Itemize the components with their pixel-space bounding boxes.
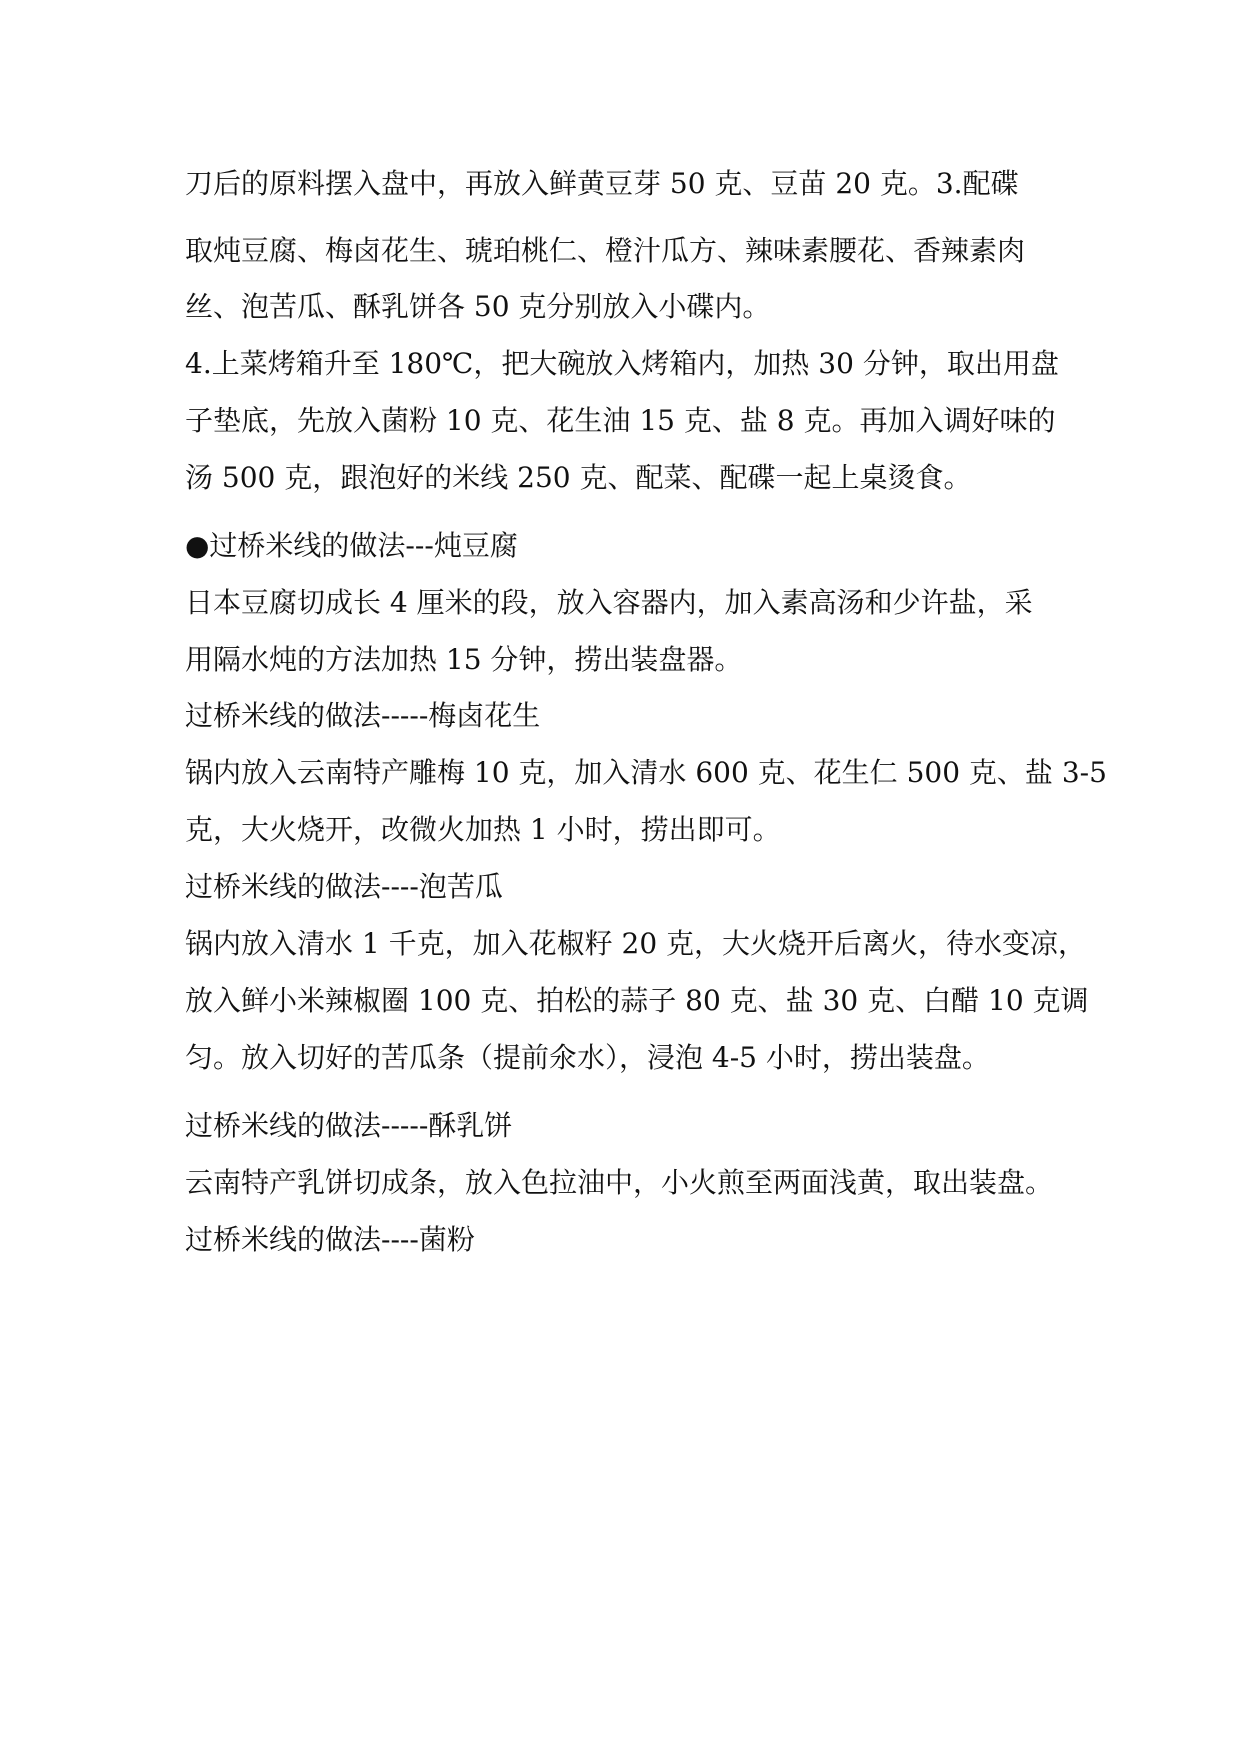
section-heading: 过桥米线的做法----菌粉 — [185, 1223, 475, 1256]
text-line: 锅内放入清水 1 千克，加入花椒籽 20 克，大火烧开后离火，待水变凉， — [185, 927, 1087, 960]
section-heading: ●过桥米线的做法---炖豆腐 — [185, 529, 518, 562]
section-heading: 过桥米线的做法-----酥乳饼 — [185, 1109, 513, 1142]
text-line: 云南特产乳饼切成条，放入色拉油中，小火煎至两面浅黄，取出装盘。 — [185, 1166, 1054, 1199]
text-line: 克，大火烧开，改微火加热 1 小时，捞出即可。 — [185, 813, 781, 846]
text-line: 4.上菜烤箱升至 180℃，把大碗放入烤箱内，加热 30 分钟，取出用盘 — [185, 347, 1059, 380]
section-heading: 过桥米线的做法----泡苦瓜 — [185, 870, 503, 903]
text-line: 匀。放入切好的苦瓜条（提前氽水），浸泡 4-5 小时，捞出装盘。 — [185, 1041, 990, 1074]
text-line: 丝、泡苦瓜、酥乳饼各 50 克分别放入小碟内。 — [185, 290, 771, 323]
text-line: 刀后的原料摆入盘中，再放入鲜黄豆芽 50 克、豆苗 20 克。3.配碟 — [185, 167, 1019, 200]
text-line: 用隔水炖的方法加热 15 分钟，捞出装盘器。 — [185, 643, 743, 676]
text-line: 汤 500 克，跟泡好的米线 250 克、配菜、配碟一起上桌烫食。 — [185, 461, 972, 494]
text-line: 取炖豆腐、梅卤花生、琥珀桃仁、橙汁瓜方、辣味素腰花、香辣素肉 — [185, 234, 1026, 267]
section-heading: 过桥米线的做法-----梅卤花生 — [185, 699, 541, 732]
text-line: 锅内放入云南特产雕梅 10 克，加入清水 600 克、花生仁 500 克、盐 3-5 — [185, 756, 1107, 789]
text-line: 子垫底，先放入菌粉 10 克、花生油 15 克、盐 8 克。再加入调好味的 — [185, 404, 1056, 437]
text-line: 放入鲜小米辣椒圈 100 克、拍松的蒜子 80 克、盐 30 克、白醋 10 克调 — [185, 984, 1089, 1017]
text-line: 日本豆腐切成长 4 厘米的段，放入容器内，加入素高汤和少许盐，采 — [185, 586, 1033, 619]
